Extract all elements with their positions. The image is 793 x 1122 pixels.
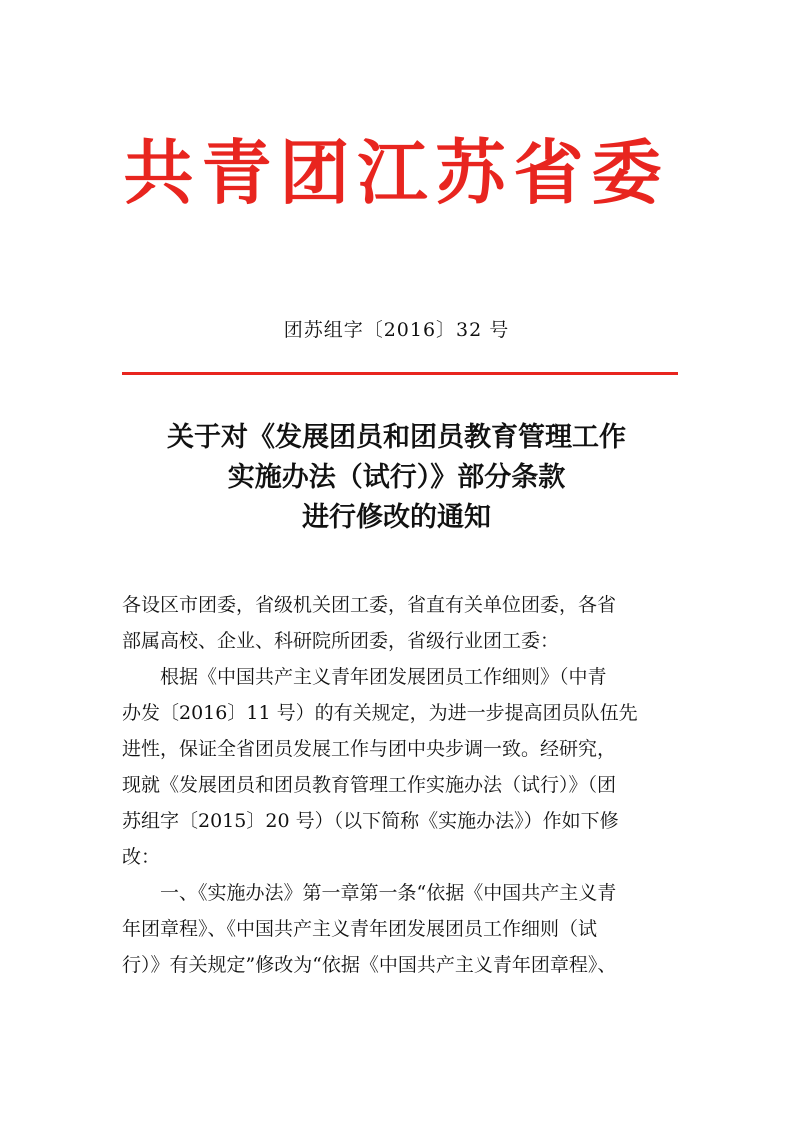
text-line: 进性，保证全省团员发展工作与团中央步调一致。经研究， [122, 738, 617, 760]
title-line-1: 关于对《发展团员和团员教育管理工作 [167, 422, 626, 453]
masthead-org-name: 共青团江苏省委 [123, 131, 670, 214]
text-line: 行）》有关规定”修改为“依据《中国共产主义青年团章程》、 [122, 954, 617, 976]
document-title [0, 418, 793, 538]
red-separator-line [122, 372, 678, 375]
text-line: 根据《中国共产主义青年团发展团员工作细则》（中青 [160, 666, 607, 688]
text-line: 部属高校、企业、科研院所团委，省级行业团工委： [122, 630, 560, 652]
text-line: 年团章程》、《中国共产主义青年团发展团员工作细则（试 [122, 918, 598, 940]
text-line: 改： [122, 846, 161, 868]
body-paragraph-2 [122, 875, 678, 983]
body-paragraph-1 [122, 659, 678, 875]
text-line: 一、《实施办法》第一章第一条“依据《中国共产主义青 [160, 882, 617, 904]
text-line: 苏组字〔2015〕20 号）（以下简称《实施办法》）作如下修 [122, 810, 619, 832]
document-number: 团苏组字〔2016〕32 号 [283, 319, 510, 341]
addressee-paragraph [122, 587, 678, 659]
title-line-3: 进行修改的通知 [302, 502, 491, 533]
document-body [122, 587, 678, 983]
text-line: 办发〔2016〕11 号）的有关规定，为进一步提高团员队伍先 [122, 702, 638, 724]
title-line-2: 实施办法（试行）》部分条款 [227, 462, 566, 493]
text-line: 各设区市团委，省级机关团工委，省直有关单位团委，各省 [122, 594, 617, 616]
text-line: 现就《发展团员和团员教育管理工作实施办法（试行）》（团 [122, 774, 617, 796]
